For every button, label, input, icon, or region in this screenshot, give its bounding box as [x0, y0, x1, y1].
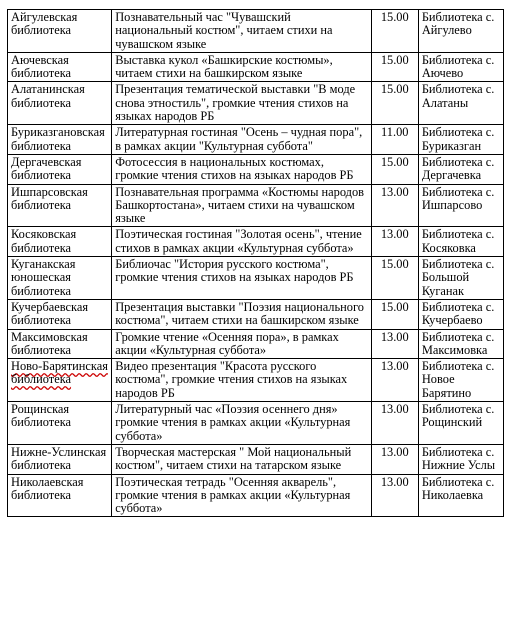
library-cell: Буриказгановская библиотека: [8, 125, 112, 155]
library-cell: Николаевская библиотека: [8, 474, 112, 517]
time-cell: 13.00: [371, 329, 418, 359]
event-cell: Познавательная программа «Костюмы народов Башкортостана», читаем стихи на чувашском языке: [112, 184, 372, 227]
library-cell: Кучербаевская библиотека: [8, 299, 112, 329]
library-cell: Куганакская юношеская библиотека: [8, 257, 112, 300]
place-cell: Библиотека с. Алатаны: [418, 82, 503, 125]
event-cell: Презентация тематической выставки "В моде снова этностиль", громкие чтения стихов на языках народов РБ: [112, 82, 372, 125]
event-cell: Литературная гостиная "Осень – чудная пора", в рамках акции "Культурная суббота": [112, 125, 372, 155]
table-row: [8, 125, 504, 155]
place-cell: Библиотека с. Аючево: [418, 52, 503, 82]
time-cell: 15.00: [371, 299, 418, 329]
time-cell: 13.00: [371, 227, 418, 257]
library-cell: Косяковская библиотека: [8, 227, 112, 257]
place-cell: Библиотека с. Максимовка: [418, 329, 503, 359]
time-cell: 13.00: [371, 184, 418, 227]
table-row: [8, 184, 504, 227]
event-cell: Видео презентация "Красота русского костюма", громкие чтения стихов на языках народов РБ: [112, 359, 372, 402]
table-row: [8, 52, 504, 82]
event-cell: Литературный час «Поэзия осеннего дня» громкие чтения в рамках акции «Культурная суббота»: [112, 402, 372, 445]
table-row: [8, 329, 504, 359]
time-cell: 13.00: [371, 474, 418, 517]
event-cell: Фотосессия в национальных костюмах, громкие чтения стихов на языках народов РБ: [112, 154, 372, 184]
time-cell: 11.00: [371, 125, 418, 155]
library-cell: Ново-Барятинская библиотека: [8, 359, 112, 402]
library-cell: Аючевская библиотека: [8, 52, 112, 82]
events-table: [7, 9, 504, 517]
library-cell: Айгулевская библиотека: [8, 10, 112, 53]
place-cell: Библиотека с. Косяковка: [418, 227, 503, 257]
event-cell: Громкие чтение «Осенняя пора», в рамках акции «Культурная суббота»: [112, 329, 372, 359]
place-cell: Библиотека с. Кучербаево: [418, 299, 503, 329]
table-row: [8, 257, 504, 300]
time-cell: 13.00: [371, 444, 418, 474]
place-cell: Библиотека с. Дергачевка: [418, 154, 503, 184]
library-cell: Ишпарсовская библиотека: [8, 184, 112, 227]
event-cell: Поэтическая тетрадь "Осенняя акварель", громкие чтения в рамках акции «Культурная суббота»: [112, 474, 372, 517]
time-cell: 15.00: [371, 10, 418, 53]
time-cell: 13.00: [371, 402, 418, 445]
place-cell: Библиотека с. Новое Барятино: [418, 359, 503, 402]
table-row: [8, 82, 504, 125]
place-cell: Библиотека с. Рощинский: [418, 402, 503, 445]
event-cell: Творческая мастерская " Мой национальный костюм", читаем стихи на татарском языке: [112, 444, 372, 474]
time-cell: 15.00: [371, 82, 418, 125]
table-row: [8, 444, 504, 474]
table-row: [8, 154, 504, 184]
table-row: [8, 402, 504, 445]
event-cell: Библиочас "История русского костюма", громкие чтения стихов на языках народов РБ: [112, 257, 372, 300]
library-cell: Рощинская библиотека: [8, 402, 112, 445]
place-cell: Библиотека с. Николаевка: [418, 474, 503, 517]
library-cell: Дергачевская библиотека: [8, 154, 112, 184]
events-table-body: [8, 10, 504, 517]
table-row: [8, 10, 504, 53]
event-cell: Поэтическая гостиная "Золотая осень", чтение стихов в рамках акции «Культурная суббота»: [112, 227, 372, 257]
library-cell: Нижне-Услинская библиотека: [8, 444, 112, 474]
table-row: [8, 299, 504, 329]
library-cell: Максимовская библиотека: [8, 329, 112, 359]
table-row: [8, 227, 504, 257]
time-cell: 13.00: [371, 359, 418, 402]
place-cell: Библиотека с. Ишпарсово: [418, 184, 503, 227]
place-cell: Библиотека с. Айгулево: [418, 10, 503, 53]
event-cell: Презентация выставки "Поэзия национального костюма", читаем стихи на башкирском языке: [112, 299, 372, 329]
time-cell: 15.00: [371, 154, 418, 184]
event-cell: Познавательный час "Чувашский национальный костюм", читаем стихи на чувашском языке: [112, 10, 372, 53]
place-cell: Библиотека с. Нижние Услы: [418, 444, 503, 474]
time-cell: 15.00: [371, 257, 418, 300]
place-cell: Библиотека с. Буриказган: [418, 125, 503, 155]
table-row: [8, 474, 504, 517]
time-cell: 15.00: [371, 52, 418, 82]
table-row: [8, 359, 504, 402]
place-cell: Библиотека с. Большой Куганак: [418, 257, 503, 300]
library-cell: Алатанинская библиотека: [8, 82, 112, 125]
event-cell: Выставка кукол «Башкирские костюмы», читаем стихи на башкирском языке: [112, 52, 372, 82]
